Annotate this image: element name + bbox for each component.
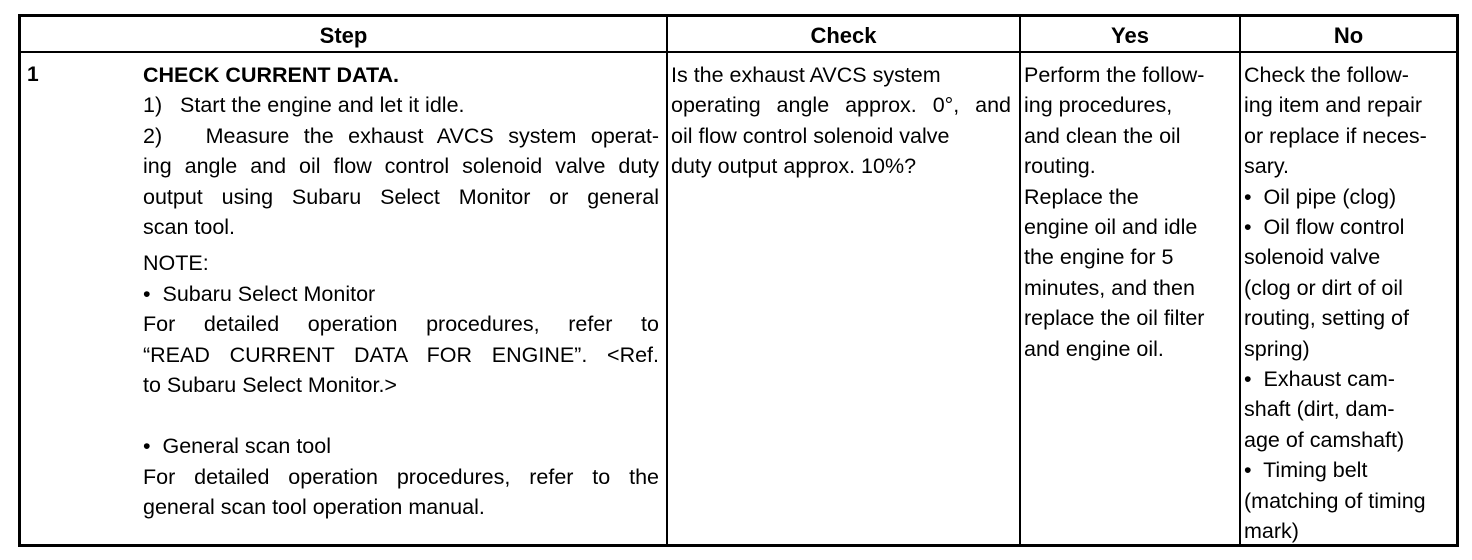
yes-line: replace the oil filter <box>1024 306 1205 331</box>
check-line: duty output approx. 10%? <box>671 154 917 179</box>
general-scan-tool-text: For detailed operation procedures, refer to the <box>143 464 659 489</box>
yes-line: engine oil and idle <box>1024 215 1198 240</box>
yes-line: the engine for 5 <box>1024 245 1174 270</box>
step-number: 1 <box>27 63 39 86</box>
step-item-2-line: output using Subaru Select Monitor or general <box>143 184 659 209</box>
step-cell <box>143 60 659 523</box>
no-line: shaft (dirt, dam- <box>1244 397 1395 422</box>
no-line: routing, setting of <box>1244 306 1409 331</box>
no-bullet: • Oil pipe (clog) <box>1244 184 1397 209</box>
step-item-1: 1) Start the engine and let it idle. <box>143 93 465 118</box>
check-line: Is the exhaust AVCS system <box>671 63 941 87</box>
note-label: NOTE: <box>143 251 209 276</box>
check-line: operating angle approx. 0°, and <box>671 93 1011 118</box>
yes-line: ing procedures, <box>1024 93 1173 118</box>
header-step: Step <box>319 23 368 48</box>
column-divider <box>1239 17 1241 544</box>
diagnostic-table <box>18 14 1459 547</box>
no-line: or replace if neces- <box>1244 123 1427 148</box>
check-line: oil flow control solenoid valve <box>671 123 950 148</box>
no-line: sary. <box>1244 154 1289 179</box>
header-yes: Yes <box>1111 23 1149 48</box>
yes-line: Replace the <box>1024 184 1139 209</box>
yes-line: minutes, and then <box>1024 275 1195 300</box>
step-item-2-line: ing angle and oil flow control solenoid valve duty <box>143 154 659 179</box>
no-bullet: • Oil flow control <box>1244 215 1405 240</box>
no-line: solenoid valve <box>1244 245 1381 270</box>
step-title: CHECK CURRENT DATA. <box>143 63 399 87</box>
no-line: spring) <box>1244 336 1310 361</box>
bullet-general-scan-tool: • General scan tool <box>143 434 331 459</box>
no-bullet: • Timing belt <box>1244 458 1368 483</box>
no-cell <box>1244 60 1454 547</box>
yes-line: and clean the oil <box>1024 123 1181 148</box>
general-scan-tool-text: general scan tool operation manual. <box>143 495 485 520</box>
column-divider <box>1019 17 1021 544</box>
no-line: Check the follow- <box>1244 63 1409 87</box>
yes-line: routing. <box>1024 154 1096 179</box>
yes-line: and engine oil. <box>1024 336 1164 361</box>
no-line: mark) <box>1244 519 1299 544</box>
bullet-select-monitor: • Subaru Select Monitor <box>143 281 376 306</box>
select-monitor-text: For detailed operation procedures, refer to <box>143 312 659 337</box>
no-bullet: • Exhaust cam- <box>1244 367 1395 392</box>
no-line: (clog or dirt of oil <box>1244 275 1403 300</box>
header-check: Check <box>810 23 877 48</box>
check-cell <box>671 60 1011 182</box>
no-line: ing item and repair <box>1244 93 1423 118</box>
no-line: (matching of timing <box>1244 488 1426 513</box>
yes-line: Perform the follow- <box>1024 63 1205 87</box>
select-monitor-text: to Subaru Select Monitor.> <box>143 373 397 398</box>
step-item-2-line: 2) Measure the exhaust AVCS system operat- <box>143 123 659 148</box>
step-item-2-line: scan tool. <box>143 215 236 240</box>
yes-cell <box>1024 60 1236 364</box>
no-line: age of camshaft) <box>1244 427 1405 452</box>
column-divider <box>666 17 668 544</box>
select-monitor-text: “READ CURRENT DATA FOR ENGINE”. <Ref. <box>143 342 659 367</box>
header-no: No <box>1333 23 1364 48</box>
